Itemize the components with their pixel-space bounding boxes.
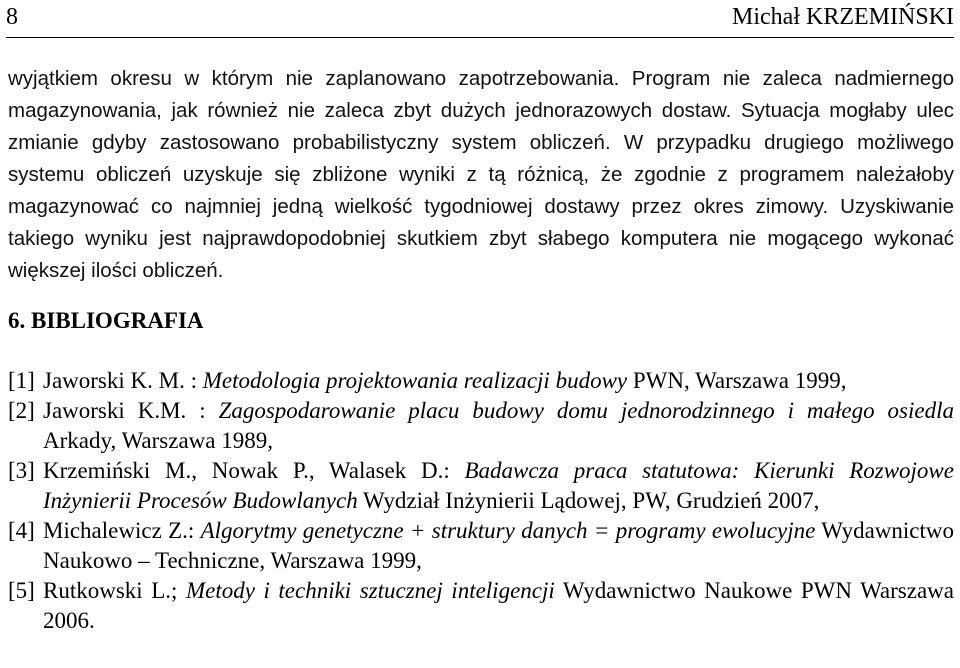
entry-publisher: PWN, Warszawa 1999,: [627, 368, 847, 393]
entry-authors: Jaworski K.M. :: [43, 398, 219, 423]
entry-title: Zagospodarowanie placu budowy domu jednorodzinnego i małego osiedla: [218, 398, 954, 423]
entry-authors: Michalewicz Z.:: [43, 518, 201, 543]
entry-authors: Krzemiński M., Nowak P., Walasek D.:: [43, 458, 465, 483]
entry-title: Metody i techniki sztucznej inteligencji: [185, 578, 555, 603]
entry-title: Badawcza praca statutowa: Kierunki Rozwojowe Inżynierii Procesów Budowlanych: [43, 458, 954, 513]
bibliography-entry: [8, 456, 954, 516]
body-paragraph: wyjątkiem okresu w którym nie zaplanowano zapotrzebowania. Program nie zaleca nadmiernego magazynowania, jak również nie zaleca zbyt dużych jednorazowych dostaw. Sytuacja mogłaby ulec zmianie gdyby zastosowano probabilistyczny system obliczeń. W przypadku drugiego możliwego systemu obliczeń uzyskuje się zbliżone wyniki z tą różnicą, że zgodnie z programem należałoby magazynować co najmniej jedną wielkość tygodniowej dostawy przez okres zimowy. Uzyskiwanie takiego wyniku jest najprawdopodobniej skutkiem zbyt słabego komputera nie mogącego wykonać większej ilości obliczeń.: [8, 67, 954, 282]
entry-title: Metodologia projektowania realizacji budowy: [202, 368, 628, 393]
entry-number: [5]: [8, 578, 35, 603]
entry-publisher: Arkady, Warszawa 1989,: [43, 428, 273, 453]
header-divider: [6, 37, 954, 38]
entry-number: [3]: [8, 458, 35, 483]
entry-publisher: Wydawnictwo Naukowo – Techniczne, Warszawa 1999,: [43, 518, 954, 573]
page-header: [6, 4, 954, 36]
bibliography-entry: [8, 576, 954, 636]
bibliography-list: [8, 366, 954, 636]
bibliography-entry: [8, 366, 954, 396]
entry-number: [1]: [8, 368, 35, 393]
entry-publisher: Wydawnictwo Naukowe PWN Warszawa 2006.: [43, 578, 954, 633]
bibliography-entry: [8, 396, 954, 456]
entry-number: [2]: [8, 398, 35, 423]
section-heading: 6. BIBLIOGRAFIA: [8, 308, 204, 333]
entry-authors: Jaworski K. M. :: [43, 368, 203, 393]
entry-number: [4]: [8, 518, 35, 543]
entry-title: Algorytmy genetyczne + struktury danych = programy ewolucyjne: [200, 518, 816, 543]
bibliography-entry: [8, 516, 954, 576]
entry-authors: Rutkowski L.;: [43, 578, 186, 603]
page-number: 8: [6, 4, 18, 30]
header-author: Michał KRZEMIŃSKI: [732, 4, 954, 30]
entry-publisher: Wydział Inżynierii Lądowej, PW, Grudzień 2007,: [357, 488, 820, 513]
